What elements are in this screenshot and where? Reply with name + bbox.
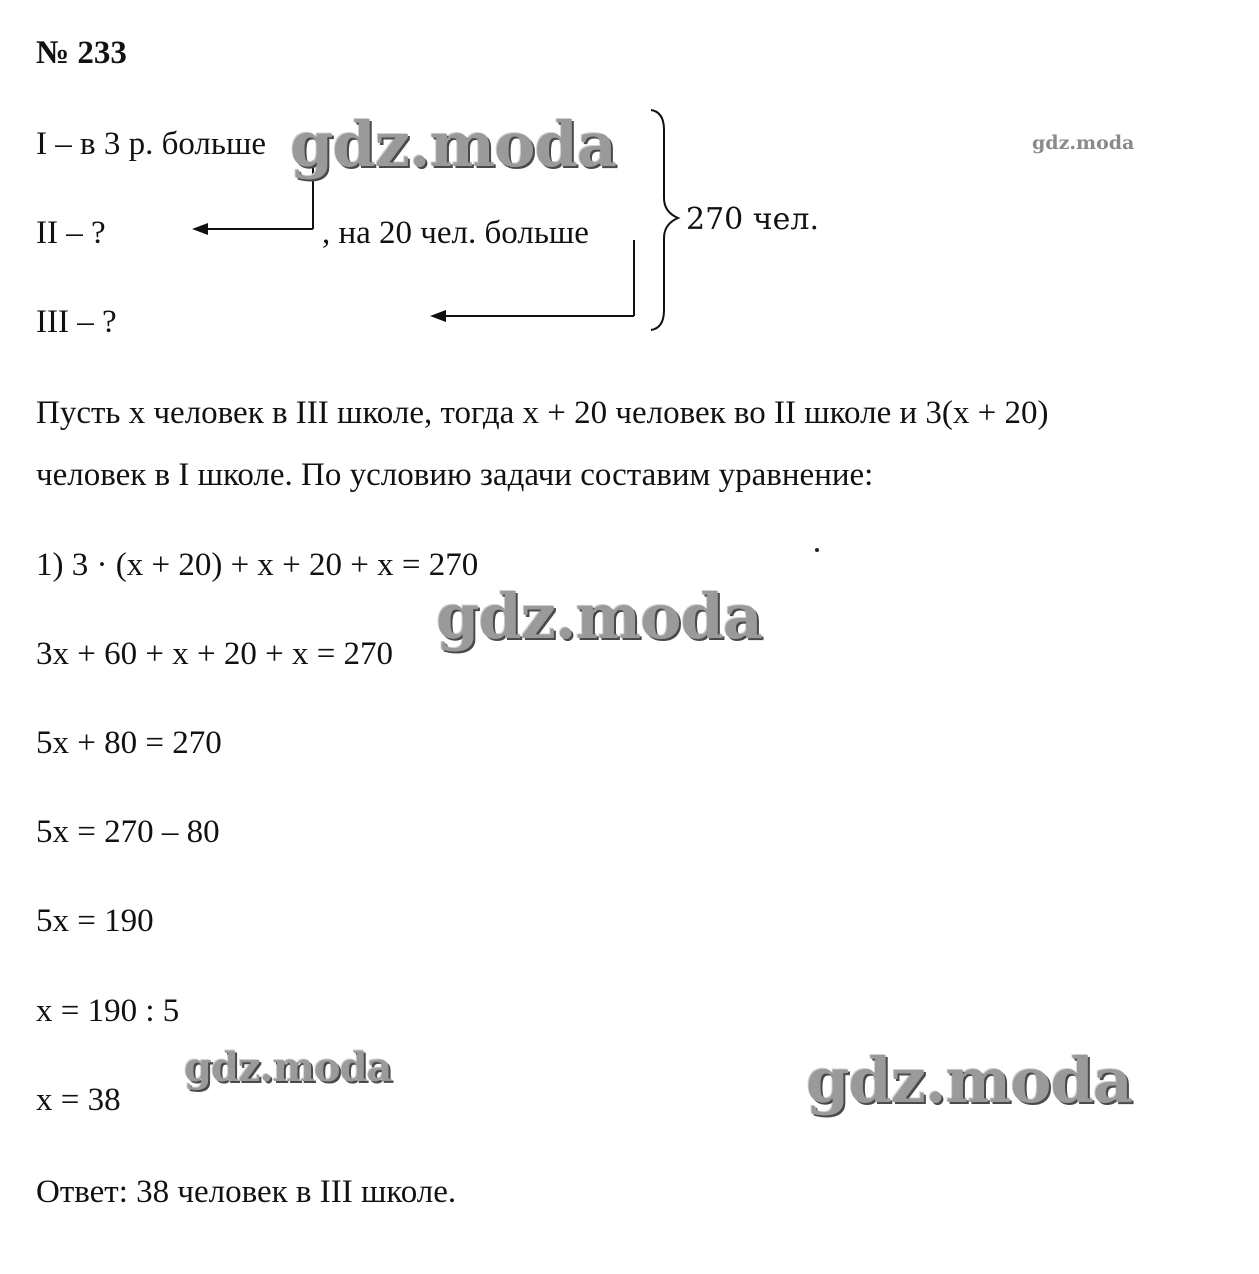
equation-step-5: 5x = 190 (36, 903, 154, 939)
watermark-top: gdz.moda (290, 108, 616, 181)
diagram-row-first-school: I – в 3 р. больше (36, 126, 267, 162)
equation-step-4: 5x = 270 – 80 (36, 814, 220, 850)
watermark-small-top-right: gdz.moda (1032, 132, 1135, 154)
watermark-bottom-left: gdz.moda (184, 1044, 392, 1091)
answer-text: Ответ: 38 человек в III школе. (36, 1174, 457, 1210)
equation-step-3: 5x + 80 = 270 (36, 725, 222, 761)
diagram-total: 270 чел. (686, 202, 819, 237)
equation-step-1: 1) 3 · (x + 20) + x + 20 + x = 270 (36, 547, 479, 583)
equation-step-6: x = 190 : 5 (36, 993, 180, 1029)
arrow-row2-to-row3 (430, 240, 634, 322)
stray-dot (815, 548, 819, 552)
diagram-arrows (0, 0, 1259, 360)
diagram-row-third-school: III – ? (36, 304, 117, 340)
task-number: № 233 (36, 35, 127, 71)
solution-intro-line-1: Пусть x человек в III школе, тогда x + 20 человек во II школе и 3(x + 20) (36, 395, 1049, 431)
watermark-middle: gdz.moda (436, 580, 762, 653)
watermark-bottom-right: gdz.moda (806, 1044, 1132, 1117)
diagram-row-second-note: , на 20 чел. больше (322, 215, 589, 251)
equation-step-2: 3x + 60 + x + 20 + x = 270 (36, 636, 394, 672)
diagram-row-second-school: II – ? (36, 215, 106, 251)
solution-intro-line-2: человек в I школе. По условию задачи составим уравнение: (36, 457, 874, 493)
total-brace (651, 110, 678, 330)
equation-step-7: x = 38 (36, 1082, 121, 1118)
